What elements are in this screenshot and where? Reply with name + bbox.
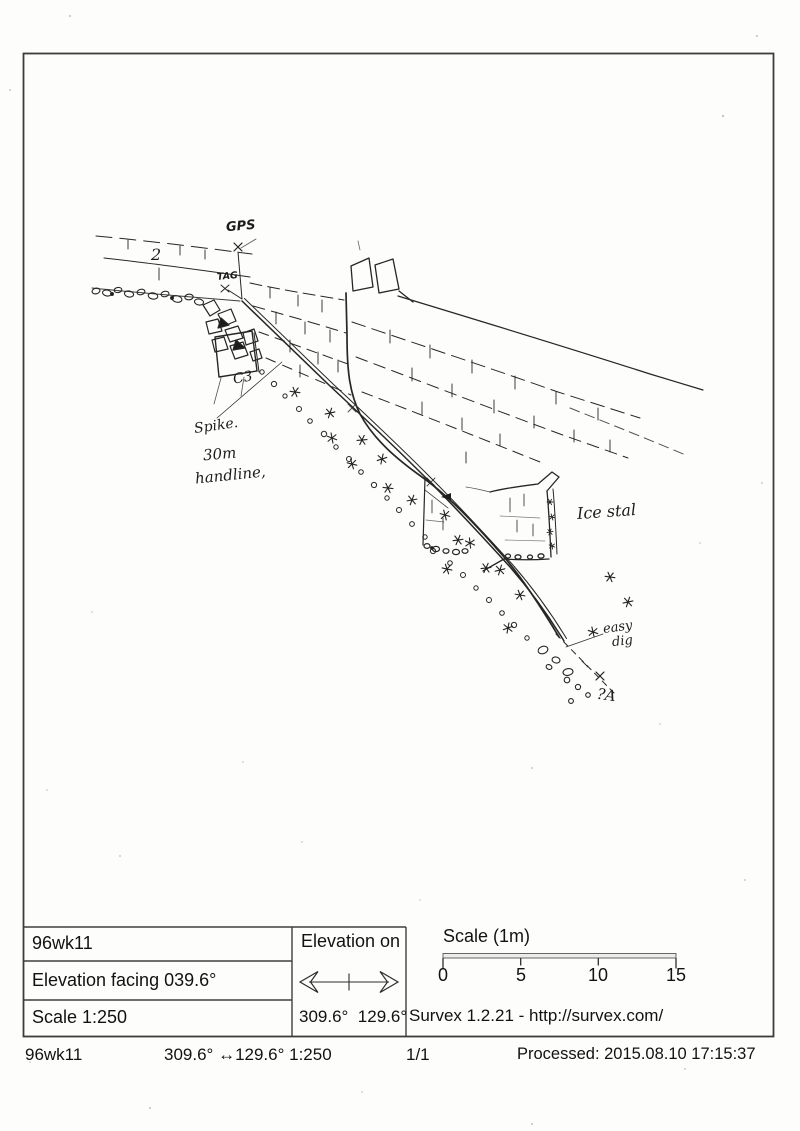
- survey-name-cell: 96wk11: [32, 933, 93, 953]
- gps-label: GPS: [225, 217, 257, 236]
- elevation-facing-cell: Elevation facing 039.6°: [32, 970, 217, 990]
- easy-dig-leader: [566, 634, 603, 647]
- tag-station-cross: [221, 285, 229, 292]
- cairn-rocks: [351, 241, 413, 302]
- dig-lead: [556, 634, 614, 693]
- scale-cell: Scale 1:250: [32, 1007, 128, 1027]
- scale-tick-15: 15: [665, 965, 687, 985]
- strata-lines: [92, 236, 703, 465]
- scale-tick-0: 0: [437, 965, 449, 985]
- ice-stal-label: Ice stal: [576, 499, 637, 524]
- survex-credit: Survex 1.2.21 - http://survex.com/: [409, 1006, 664, 1025]
- easy-label: easy: [602, 618, 634, 637]
- station-2-label: 2: [151, 245, 162, 264]
- length-note-label: 30m: [202, 443, 237, 465]
- question-a-label: ?A: [595, 684, 618, 706]
- tag-label: TAG: [216, 270, 239, 283]
- status-survey-name: 96wk11: [25, 1045, 83, 1064]
- status-page-number: 1/1: [406, 1045, 430, 1064]
- survey-legs: [228, 239, 256, 299]
- extended-elevation-arrow-icon: [300, 972, 398, 993]
- end-rocks: [537, 645, 590, 703]
- handline-slope: [242, 299, 567, 642]
- handline-note-label: handline,: [194, 462, 267, 488]
- scale-bar: [443, 954, 676, 969]
- scale-tick-10: 10: [587, 965, 609, 985]
- scree-circles: [260, 370, 529, 640]
- c3-label: C3: [231, 368, 254, 388]
- scale-bar-title: Scale (1m): [443, 926, 531, 946]
- scale-tick-5: 5: [515, 965, 527, 985]
- ice-stal-chamber: [466, 472, 559, 571]
- spike-label: Spike.: [193, 414, 240, 438]
- dig-label: dig: [611, 632, 634, 651]
- page-border: [24, 54, 774, 1037]
- elevation-on-cell: Elevation on: [301, 931, 401, 951]
- gps-station-cross: [234, 243, 242, 251]
- status-view-spec: 309.6° ↔129.6° 1:250: [164, 1045, 332, 1064]
- shaft-right-wall: [346, 293, 559, 637]
- entrance-boulders: [203, 300, 262, 361]
- bearing-pair-cell: 309.6° 129.6°: [299, 1007, 408, 1026]
- status-processed: Processed: 2015.08.10 17:15:37: [517, 1045, 756, 1063]
